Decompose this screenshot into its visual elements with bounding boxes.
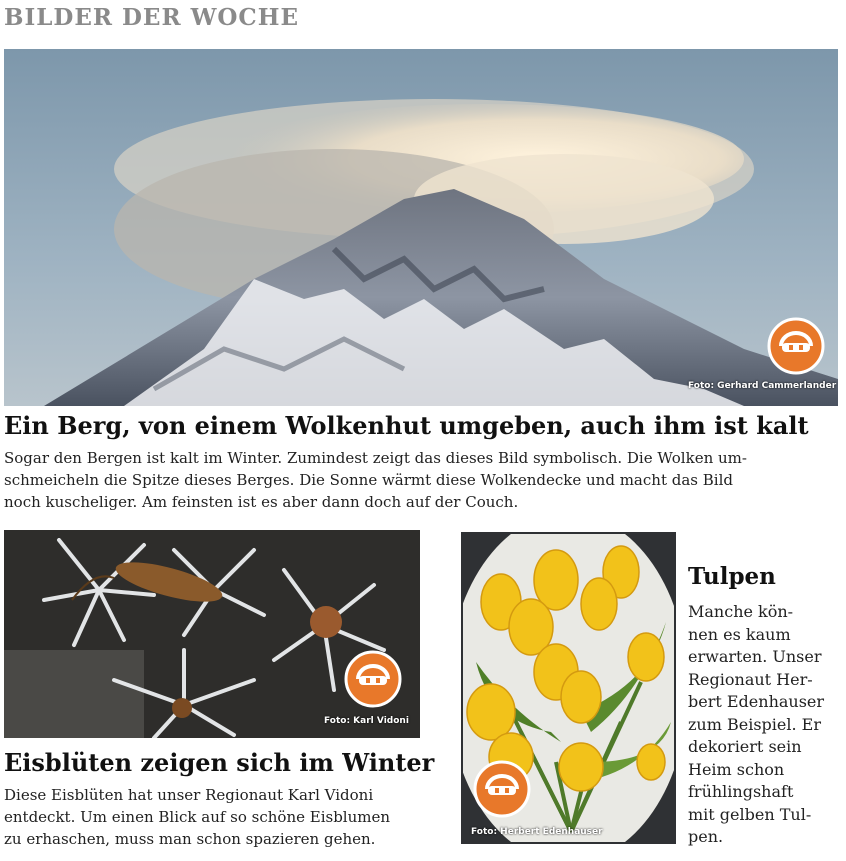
article-body bbox=[4, 447, 747, 513]
regionaut-logo-icon bbox=[767, 317, 825, 375]
body-line: frühlingshaft bbox=[688, 782, 794, 801]
body-line: Diese Eisblüten hat unser Regionaut Karl Vidoni bbox=[4, 786, 374, 804]
article-headline: Ein Berg, von einem Wolkenhut umgeben, auch ihm ist kalt bbox=[4, 411, 809, 440]
photo-credit: Foto: Gerhard Cammerlander bbox=[688, 381, 837, 391]
body-line: Manche kön- bbox=[688, 602, 794, 621]
article-headline: Tulpen bbox=[688, 563, 776, 590]
body-line: mit gelben Tul- bbox=[688, 804, 812, 824]
regionaut-logo-icon bbox=[344, 650, 402, 708]
photo-credit: Foto: Karl Vidoni bbox=[324, 716, 409, 726]
body-line: entdeckt. Um einen Blick auf so schöne Eisblumen bbox=[4, 808, 391, 826]
body-line: zum Beispiel. Er bbox=[688, 714, 821, 734]
body-line: pen. bbox=[688, 827, 724, 846]
body-line: Heim schon bbox=[688, 759, 785, 779]
mountain-photo bbox=[4, 49, 838, 406]
regionaut-logo-icon bbox=[473, 760, 531, 818]
body-line: schmeicheln die Spitze dieses Berges. Die Sonne wärmt diese Wolkendecke und macht das Bild bbox=[4, 471, 733, 489]
article-body bbox=[4, 784, 390, 850]
body-line: noch kuscheliger. Am feinsten ist es aber dann doch auf der Couch. bbox=[4, 493, 519, 511]
body-line: Sogar den Bergen ist kalt im Winter. Zumindest zeigt das dieses Bild symbolisch. Die Wolken um- bbox=[4, 449, 747, 467]
photo-credit: Foto: Herbert Edenhauser bbox=[471, 827, 603, 837]
body-line: nen es kaum bbox=[688, 624, 791, 644]
ice-flowers-photo bbox=[4, 530, 420, 738]
article-headline: Eisblüten zeigen sich im Winter bbox=[4, 748, 435, 777]
body-line: zu erhaschen, muss man schon spazieren gehen. bbox=[4, 830, 376, 848]
body-line: erwarten. Unser bbox=[688, 647, 822, 666]
body-line: dekoriert sein bbox=[688, 737, 802, 756]
section-title: BILDER DER WOCHE bbox=[4, 4, 299, 31]
tulips-photo bbox=[461, 532, 676, 844]
article-body bbox=[688, 601, 824, 849]
body-line: bert Edenhauser bbox=[688, 692, 825, 711]
body-line: Regionaut Her- bbox=[688, 669, 813, 689]
